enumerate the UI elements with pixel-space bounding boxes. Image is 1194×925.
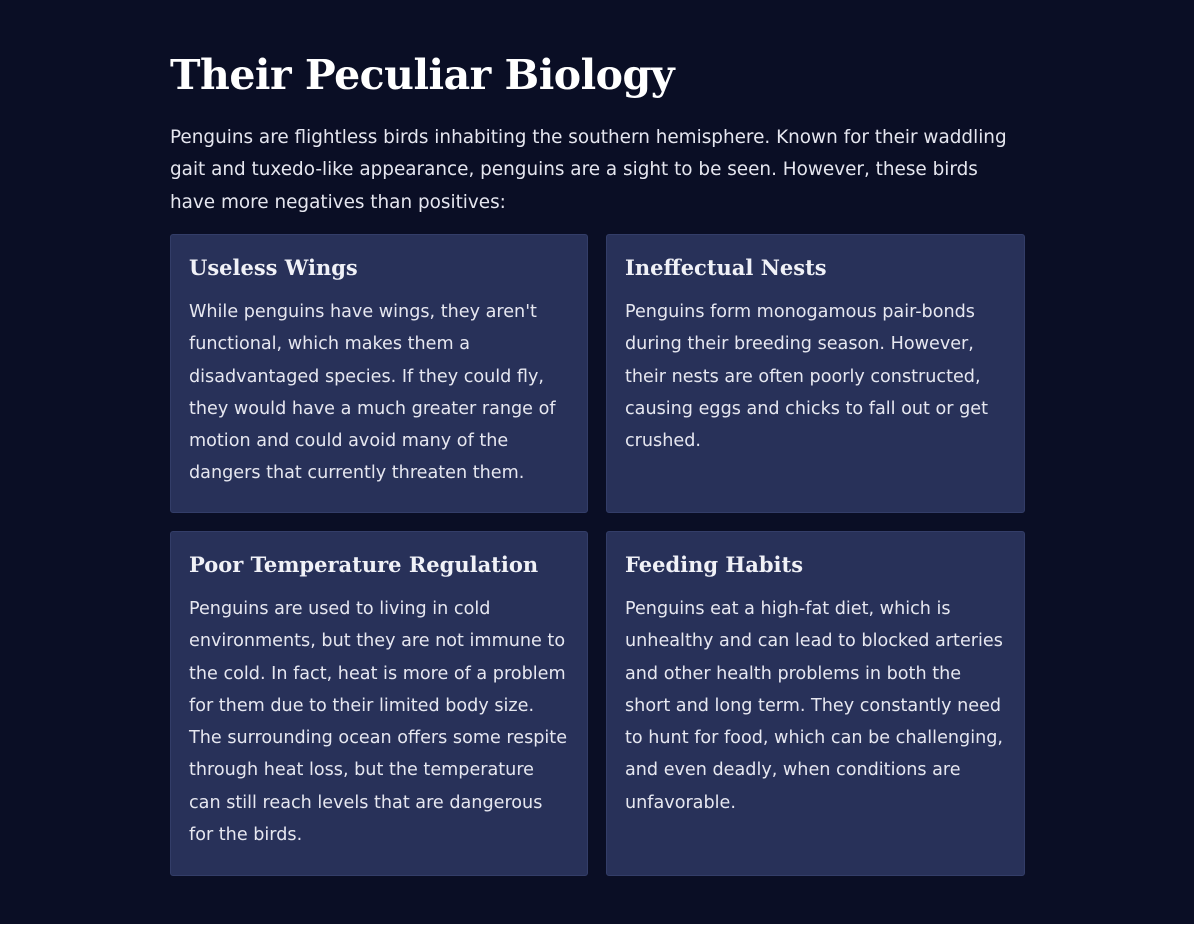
card-feeding-habits [606,531,1025,876]
card-title: Useless Wings [189,255,358,280]
card-body: Penguins form monogamous pair-bonds during their breeding season. However, their nests are often poorly constructed, causing eggs and chicks to fall out or get crushed. [625,302,988,452]
card-useless-wings [170,234,588,513]
card-body: Penguins eat a high-fat diet, which is unhealthy and can lead to blocked arteries and other health problems in both the short and long term. They constantly need to hunt for food, which can be challenging, and even deadly, when conditions are unfavorable. [625,599,1004,813]
card-title: Feeding Habits [625,552,804,577]
card-poor-temperature-regulation [170,531,588,876]
card-ineffectual-nests [606,234,1025,513]
card-body: While penguins have wings, they aren't functional, which makes them a disadvantaged species. If they could fly, they would have a much greater range of motion and could avoid many of the dangers that currently threaten them. [189,302,556,484]
card-title: Poor Temperature Regulation [189,552,539,577]
card-title: Ineffectual Nests [625,255,827,280]
biology-section [170,44,1025,846]
card-body: Penguins are used to living in cold environments, but they are not immune to the cold. In fact, heat is more of a problem for them due to their limited body size. The surrounding ocean offers some respite through heat loss, but the temperature can still reach levels that are dangerous for the birds. [189,599,568,846]
section-title: Their Peculiar Biology [170,51,675,99]
section-intro: Penguins are flightless birds inhabiting the southern hemisphere. Known for their waddling gait and tuxedo-like appearance, penguins are a sight to be seen. However, these birds have more negatives than positives: [170,127,1007,213]
